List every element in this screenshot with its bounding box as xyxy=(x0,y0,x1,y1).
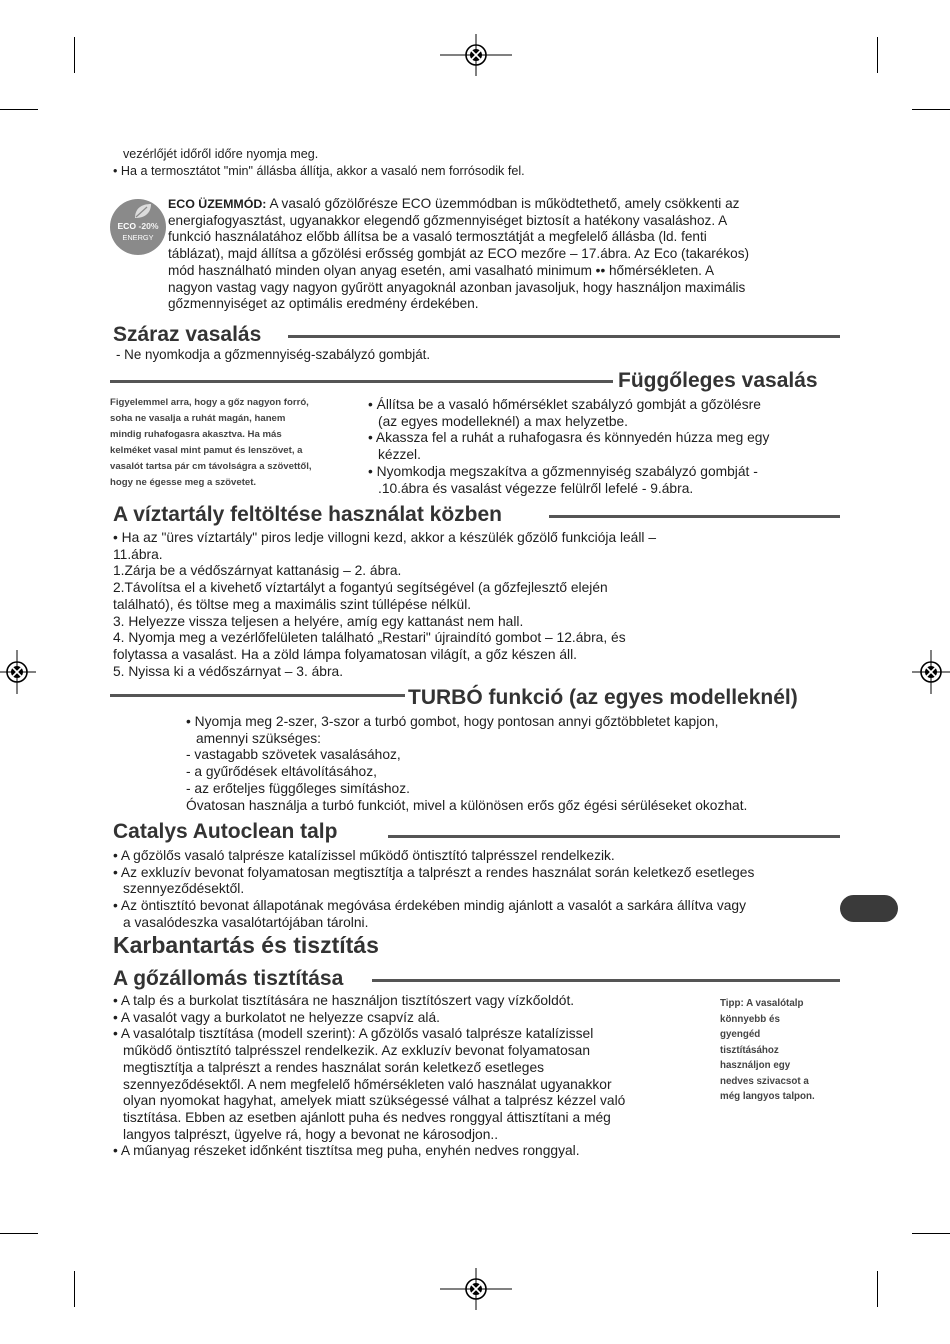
vertical-side-note xyxy=(110,395,312,491)
vertical-line: .10.ábra és vasalást végezze felülről lefelé - 9.ábra. xyxy=(378,480,694,496)
intro-line: • Ha a termosztátot "min" állásba állítja, akkor a vasaló nem forrósodik fel. xyxy=(113,163,525,178)
refill-heading: A víztartály feltöltése használat közben xyxy=(113,503,503,526)
intro-line: vezérlőjét időről időre nyomja meg. xyxy=(123,147,319,161)
station-line: • A vasalót vagy a burkolatot ne helyezze csapvíz alá. xyxy=(113,1009,440,1025)
turbo-line: Óvatosan használja a turbó funkciót, mivel a különösen erős gőz égési sérüléseket okozhat. xyxy=(186,797,748,813)
station-line: • A műanyag részeket időnként tisztítsa meg puha, enyhén nedves ronggyal. xyxy=(113,1143,580,1159)
eco-line: gőzmennyiséget az optimális eredmény érdekében. xyxy=(168,296,479,312)
heading-rule xyxy=(288,335,840,338)
tip-line: Tipp: A vasalótalp xyxy=(720,998,804,1009)
heading-rule xyxy=(549,515,840,518)
station-line: olyan nyomokat hagyhat, amelyek miatt szükségessé válhat a talprész kézzel való xyxy=(123,1093,626,1109)
eco-line: funkció használatához előbb állítsa be a vasaló termosztátját a megfelelő állásba (ld. fenti xyxy=(168,229,707,245)
tip-line: nedves szivacsot a xyxy=(720,1075,809,1087)
refill-line: 2.Távolítsa el a kivehető víztartályt a fogantyú segítségével (a gőzfejlesztő elején xyxy=(113,580,608,596)
eco-line: A vasaló gőzölőrésze ECO üzemmódban is működtethető, amely csökkenti az xyxy=(266,196,740,211)
station-line: működő öntisztító talprésszel rendelkezik. Az exkluzív bevonat folyamatosan xyxy=(123,1043,591,1059)
crop-mark xyxy=(74,37,75,73)
refill-line: 5. Nyissa ki a védőszárnyat – 3. ábra. xyxy=(113,663,344,679)
station-line: langyos talprészt, ügyelve rá, hogy a bevonat ne károsodjon.. xyxy=(123,1126,499,1142)
heading-rule xyxy=(388,835,840,838)
station-line: • A talp és a burkolat tisztítására ne használjon tisztítószert vagy vízkőoldót. xyxy=(113,993,575,1008)
vertical-line: • Nyomkodja megszakítva a gőzmennyiség szabályzó gombját - xyxy=(368,463,758,479)
tip-line: könnyebb és xyxy=(720,1013,780,1025)
catalys-line: szennyeződésektől. xyxy=(123,881,245,897)
vertical-line: kézzel. xyxy=(378,447,421,463)
refill-line: 1.Zárja be a védőszárnyat kattanásig – 2. ábra. xyxy=(113,563,402,579)
station-line: megtisztítja a talprészt a rendes használat során keletkező esetleges xyxy=(123,1059,545,1075)
leaf-icon xyxy=(132,202,154,220)
eco-badge-energy: ENERGY xyxy=(122,233,154,242)
turbo-line: - a gyűrődések eltávolításához, xyxy=(186,764,377,780)
eco-label: ECO ÜZEMMÓD: xyxy=(168,197,267,211)
side-note-line: kelméket vasal mint pamut és lenszövet, a xyxy=(110,445,303,456)
crop-mark xyxy=(877,1271,878,1307)
vertical-line: • Akassza fel a ruhát a ruhafogasra és könnyedén húzza meg egy xyxy=(368,430,770,446)
turbo-heading: TURBÓ funkció (az egyes modelleknél) xyxy=(408,686,798,709)
station-cleaning-heading: A gőzállomás tisztítása xyxy=(113,967,344,990)
side-note-line: mindig ruhafogasra akasztva. Ha más xyxy=(110,429,282,440)
crop-mark xyxy=(74,1271,75,1307)
station-line: • A vasalótalp tisztítása (modell szerint): A gőzölős vasaló talprésze katalízissel xyxy=(113,1026,594,1042)
dry-ironing-heading: Száraz vasalás xyxy=(113,323,262,346)
side-note-line: vasalót tartsa pár cm távolságra a szövettől, xyxy=(110,461,312,472)
refill-line: • Ha az "üres víztartály" piros ledje villogni kezd, akkor a készülék gőzölő funkciója leáll – xyxy=(113,530,656,545)
heading-rule xyxy=(110,380,613,383)
station-line: tisztítása. Ebben az esetben ajánlott puha és nedves ronggyal áttisztítani a még xyxy=(123,1109,611,1125)
crop-mark xyxy=(912,109,950,110)
side-note-line: hogy ne égesse meg a szövetet. xyxy=(110,477,257,488)
eco-line: táblázat), majd állítsa a gőzölési erősség gombját az ECO mezőre – 17.ábra. Az Eco (takarékos) xyxy=(168,246,750,262)
refill-line: 4. Nyomja meg a vezérlőfelületen található „Restari" újraindító gombot – 12.ábra, és xyxy=(113,630,626,646)
registration-mark-top-icon xyxy=(440,34,512,76)
language-tab-marker xyxy=(840,895,898,922)
crop-mark xyxy=(0,109,38,110)
crop-mark xyxy=(912,1233,950,1234)
catalys-line: • A gőzölős vasaló talprésze katalízissel működő öntisztító talprésszel rendelkezik. xyxy=(113,848,615,863)
refill-line: található), és töltse meg a maximális szint túllépése nélkül. xyxy=(113,596,472,612)
registration-mark-right-icon xyxy=(912,650,950,694)
dry-line: - Ne nyomkodja a gőzmennyiség-szabályzó gombját. xyxy=(116,347,431,362)
intro-text xyxy=(113,146,525,179)
catalys-text xyxy=(113,848,754,932)
vertical-ironing-text xyxy=(368,397,769,497)
heading-rule xyxy=(110,694,405,697)
tip-line: használjon egy xyxy=(720,1060,791,1071)
eco-line: nagyon vastag vagy nagyon gyűrött anyagoknál azonban javasoljuk, hogy használjon maximális xyxy=(168,279,746,295)
side-note-line: Figyelemmel arra, hogy a gőz nagyon forró, xyxy=(110,397,309,408)
refill-line: folytassa a vasalást. Ha a zöld lámpa folyamatosan világít, a gőz készen áll. xyxy=(113,646,577,662)
turbo-line: - az erőteljes függőleges simításhoz. xyxy=(186,780,410,796)
refill-line: 11.ábra. xyxy=(113,546,163,562)
eco-energy-badge-icon xyxy=(110,199,166,255)
catalys-line: • Az öntisztító bevonat állapotának megóvása érdekében mindig ajánlott a vasalót a sarkára állítva vagy xyxy=(113,898,746,914)
turbo-text xyxy=(186,714,747,814)
eco-badge-eco: ECO xyxy=(117,221,137,231)
vertical-line: • Állítsa be a vasaló hőmérséklet szabályzó gombját a gőzölésre xyxy=(368,397,761,412)
turbo-line: amennyi szükséges: xyxy=(196,730,322,746)
station-tip-note xyxy=(720,996,815,1105)
eco-line: mód használható minden olyan anyag esetén, ami vasalható minimum •• hőmérsékleten. A xyxy=(168,262,715,278)
vertical-line: (az egyes modelleknél) a max helyzetbe. xyxy=(378,413,629,429)
station-cleaning-text xyxy=(113,993,625,1160)
heading-rule xyxy=(372,979,840,982)
tip-line: tisztításához xyxy=(720,1044,779,1056)
tip-line: gyengéd xyxy=(720,1029,761,1040)
turbo-line: • Nyomja meg 2-szer, 3-szor a turbó gombot, hogy pontosan annyi gőztöbbletet kapjon, xyxy=(186,714,719,729)
dry-ironing-text xyxy=(116,347,430,364)
eco-text xyxy=(168,196,749,313)
crop-mark xyxy=(0,1233,38,1234)
refill-line: 3. Helyezze vissza teljesen a helyére, amíg egy kattanást nem hall. xyxy=(113,613,524,629)
registration-mark-left-icon xyxy=(0,650,36,694)
tip-line: még langyos talpon. xyxy=(720,1091,815,1102)
side-note-line: soha ne vasalja a ruhát magán, hanem xyxy=(110,413,286,424)
eco-badge-pct: -20% xyxy=(138,221,159,231)
refill-text xyxy=(113,530,656,680)
station-line: szennyeződésektől. A nem megfelelő hőmérsékleten való használat ugyanakkor xyxy=(123,1076,612,1092)
maintenance-heading: Karbantartás és tisztítás xyxy=(113,932,379,958)
turbo-line: - vastagabb szövetek vasalásához, xyxy=(186,747,401,763)
catalys-heading: Catalys Autoclean talp xyxy=(113,820,338,843)
catalys-line: a vasalódeszka vasalótartójában tárolni. xyxy=(123,914,369,930)
registration-mark-bottom-icon xyxy=(440,1268,512,1310)
crop-mark xyxy=(877,37,878,73)
vertical-ironing-heading: Függőleges vasalás xyxy=(618,369,818,392)
eco-line-first xyxy=(168,196,749,213)
eco-line: energiafogyasztást, ugyanakkor elegendő gőzmennyiséget biztosít a hatékony vasaláshoz. A xyxy=(168,212,728,228)
catalys-line: • Az exkluzív bevonat folyamatosan megtisztítja a talprészt a rendes használat során keletkező esetleges xyxy=(113,864,755,880)
